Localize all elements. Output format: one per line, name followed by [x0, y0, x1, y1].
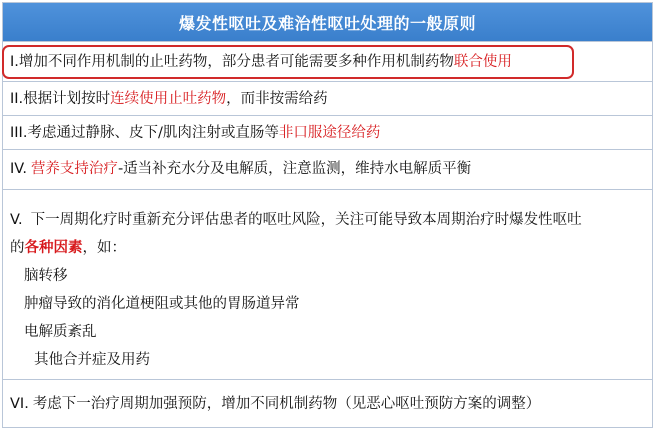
row-1-number: I. — [10, 54, 19, 70]
row-2-text: 根据计划按时 — [23, 91, 111, 107]
list-item: 电解质紊乱 — [24, 324, 97, 340]
row-1-text: 增加不同作用机制的止吐药物，部分患者可能需要多种作用机制药物 — [18, 54, 454, 70]
row-4-highlight: 营养支持治疗 — [30, 161, 118, 177]
row-3 — [3, 115, 652, 149]
row-6-text: 考虑下一治疗周期加强预防，增加不同机制药物（见恶心呕吐预防方案的调整） — [32, 396, 541, 412]
table-title: 爆发性呕吐及难治性呕吐处理的一般原则 — [3, 3, 652, 41]
row-6-number: VI. — [10, 396, 29, 412]
row-4 — [3, 149, 652, 189]
row-2-number: II. — [10, 91, 24, 107]
row-5-line2-prefix: 的 — [10, 240, 25, 256]
row-2-tail: ，而非按需给药 — [226, 91, 328, 107]
highlight-box — [2, 45, 574, 79]
row-3-highlight: 非口服途径给药 — [278, 125, 381, 141]
row-5-line1: 下一周期化疗时重新充分评估患者的呕吐风险，关注可能导致本周期治疗时爆发性呕吐 — [30, 212, 582, 228]
list-item: 脑转移 — [24, 268, 68, 284]
row-2-highlight: 连续使用止吐药物 — [110, 91, 227, 107]
row-5 — [3, 189, 652, 379]
list-item: 肿瘤导致的消化道梗阻或其他的胃肠道异常 — [24, 296, 300, 312]
row-3-text: 考虑通过静脉、皮下/肌肉注射或直肠等 — [27, 125, 279, 141]
row-3-number: III. — [10, 125, 28, 141]
row-5-line2-tail: ，如： — [82, 240, 126, 256]
row-4-number: IV. — [10, 161, 27, 177]
row-5-highlight: 各种因素 — [24, 240, 83, 256]
row-4-text: -适当补充水分及电解质，注意监测，维持水电解质平衡 — [117, 161, 472, 177]
row-2 — [3, 81, 652, 115]
list-item: 其他合并症及用药 — [34, 352, 150, 368]
row-6 — [3, 379, 652, 428]
row-5-number: V. — [10, 212, 23, 228]
row-1-highlight: 联合使用 — [453, 54, 512, 70]
